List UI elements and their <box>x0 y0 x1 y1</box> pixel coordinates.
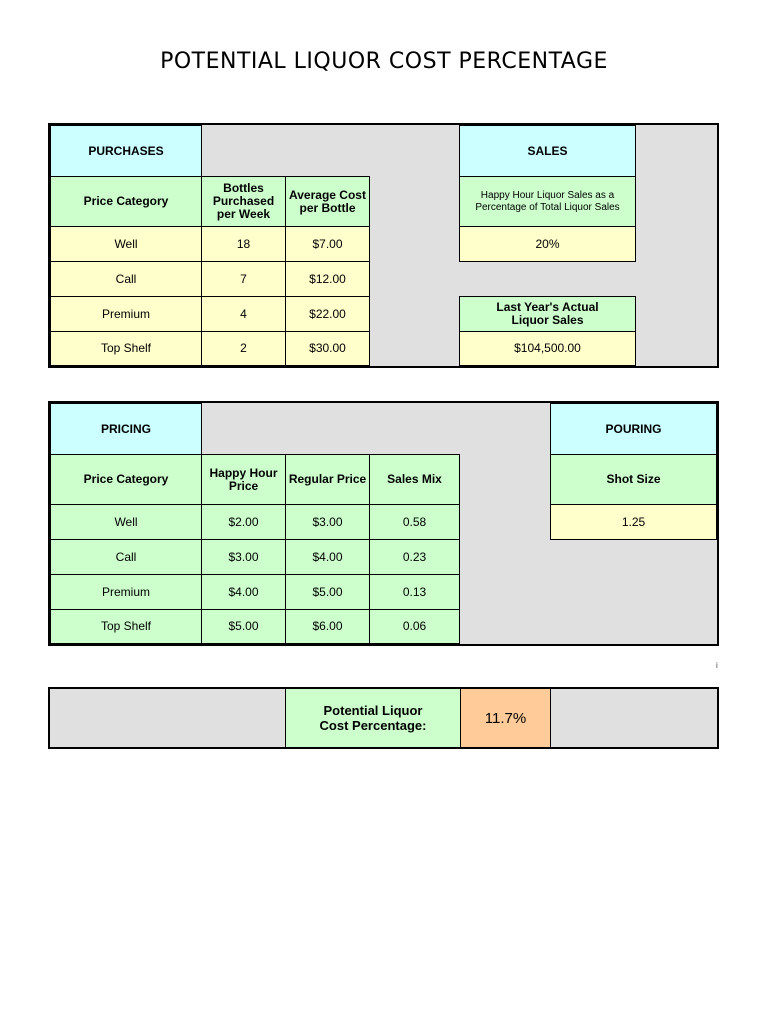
purchases-row-cost[interactable]: $22.00 <box>285 296 370 332</box>
result-value: 11.7% <box>460 688 551 748</box>
pricing-row-mix[interactable]: 0.58 <box>369 504 460 540</box>
purchases-row-category[interactable]: Call <box>50 261 202 297</box>
pricing-row-category[interactable]: Well <box>50 504 202 540</box>
pricing-row-happy[interactable]: $3.00 <box>201 539 286 575</box>
pricing-row-category[interactable]: Call <box>50 539 202 575</box>
pricing-row-regular[interactable]: $5.00 <box>285 574 370 610</box>
pricing-row-happy[interactable]: $4.00 <box>201 574 286 610</box>
pricing-row-happy[interactable]: $5.00 <box>201 609 286 644</box>
pricing-col-happy: Happy Hour Price <box>201 454 286 505</box>
sales-heading: SALES <box>459 125 636 177</box>
pricing-row-happy[interactable]: $2.00 <box>201 504 286 540</box>
happy-hour-sales-value[interactable]: 20% <box>459 226 636 262</box>
pricing-row-mix[interactable]: 0.23 <box>369 539 460 575</box>
last-year-sales-value[interactable]: $104,500.00 <box>459 331 636 366</box>
pricing-row-category[interactable]: Top Shelf <box>50 609 202 644</box>
purchases-row-bottles[interactable]: 4 <box>201 296 286 332</box>
pricing-row-regular[interactable]: $6.00 <box>285 609 370 644</box>
stray-mark: i <box>716 661 718 670</box>
purchases-row-category[interactable]: Well <box>50 226 202 262</box>
pricing-row-category[interactable]: Premium <box>50 574 202 610</box>
pricing-row-mix[interactable]: 0.06 <box>369 609 460 644</box>
pouring-heading: POURING <box>550 403 717 455</box>
pricing-row-regular[interactable]: $3.00 <box>285 504 370 540</box>
purchases-row-bottles[interactable]: 7 <box>201 261 286 297</box>
pricing-col-regular: Regular Price <box>285 454 370 505</box>
result-panel <box>48 687 719 749</box>
purchases-row-cost[interactable]: $30.00 <box>285 331 370 366</box>
purchases-heading: PURCHASES <box>50 125 202 177</box>
result-label: Potential Liquor Cost Percentage: <box>285 688 461 748</box>
purchases-row-cost[interactable]: $12.00 <box>285 261 370 297</box>
pricing-col-mix: Sales Mix <box>369 454 460 505</box>
last-year-sales-label: Last Year's Actual Liquor Sales <box>459 296 636 332</box>
pricing-pouring-panel <box>48 401 719 646</box>
purchases-sales-panel <box>48 123 719 368</box>
purchases-row-bottles[interactable]: 18 <box>201 226 286 262</box>
pricing-row-mix[interactable]: 0.13 <box>369 574 460 610</box>
pricing-heading: PRICING <box>50 403 202 455</box>
purchases-col-category: Price Category <box>50 176 202 227</box>
purchases-col-cost: Average Cost per Bottle <box>285 176 370 227</box>
pricing-col-category: Price Category <box>50 454 202 505</box>
shot-size-label: Shot Size <box>550 454 717 505</box>
pricing-row-regular[interactable]: $4.00 <box>285 539 370 575</box>
page-title: POTENTIAL LIQUOR COST PERCENTAGE <box>160 49 608 74</box>
happy-hour-sales-label: Happy Hour Liquor Sales as a Percentage of Total Liquor Sales <box>459 176 636 227</box>
purchases-row-category[interactable]: Premium <box>50 296 202 332</box>
purchases-row-bottles[interactable]: 2 <box>201 331 286 366</box>
purchases-row-cost[interactable]: $7.00 <box>285 226 370 262</box>
purchases-col-bottles: Bottles Purchased per Week <box>201 176 286 227</box>
purchases-row-category[interactable]: Top Shelf <box>50 331 202 366</box>
shot-size-value[interactable]: 1.25 <box>550 504 717 540</box>
